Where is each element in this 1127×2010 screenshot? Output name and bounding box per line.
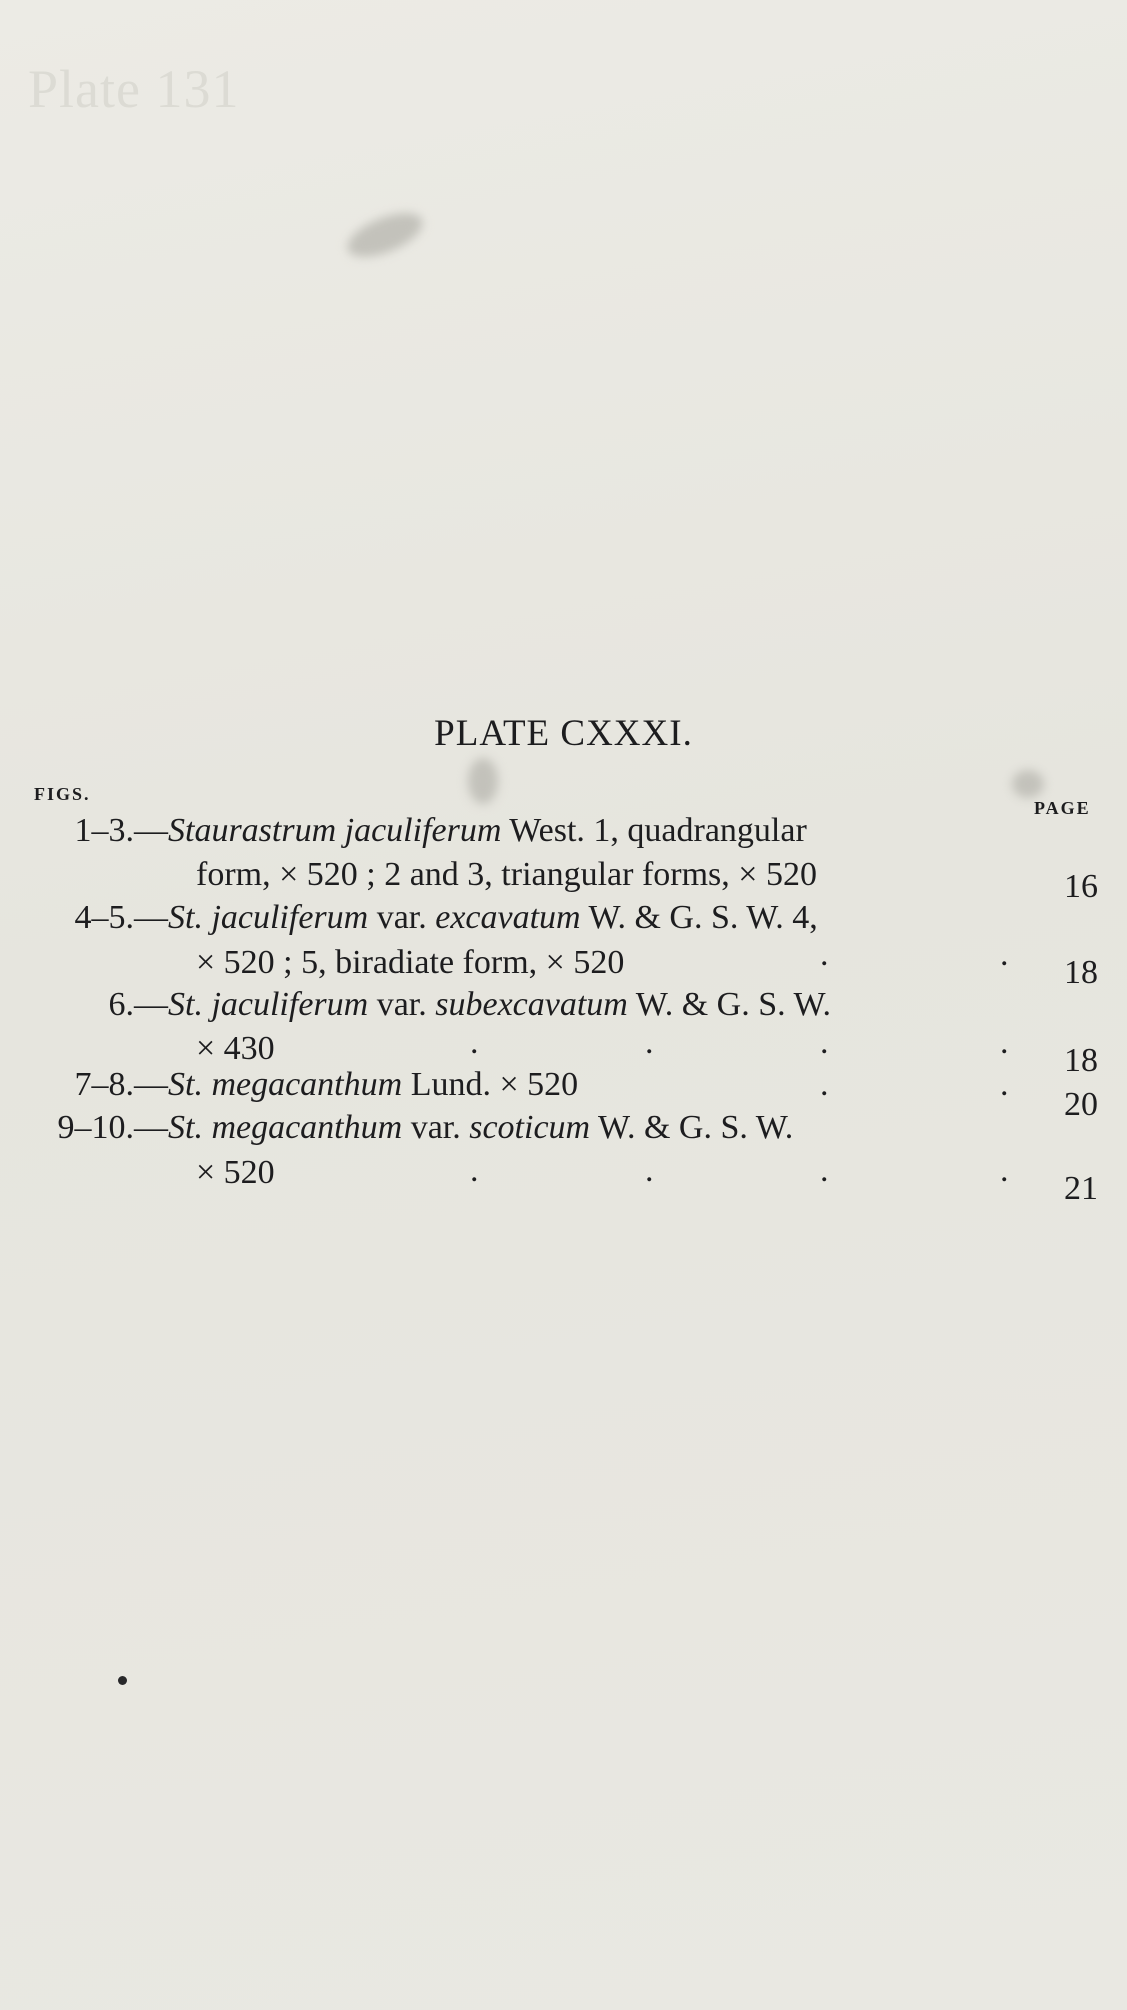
taxon-name: subexcavatum [435, 986, 628, 1023]
leader-dot: . [470, 1152, 479, 1189]
leader-dot: . [1000, 1152, 1009, 1189]
page-number: 16 [1064, 868, 1098, 905]
taxon-name: excavatum [435, 899, 581, 936]
stain-mark [1012, 770, 1044, 798]
description-text: Lund. × 520 [402, 1066, 579, 1103]
leader-dot: . [645, 1152, 654, 1189]
leader-dot: . [645, 1024, 654, 1061]
figure-description-line [168, 1109, 793, 1147]
description-text: W. & G. S. W. [627, 986, 831, 1023]
ink-speck [118, 1676, 127, 1685]
figs-column-header: FIGS. [34, 784, 91, 804]
description-text: W. & G. S. W. 4, [580, 899, 818, 936]
page-number: 18 [1064, 1042, 1098, 1079]
figure-description-line [196, 1154, 275, 1192]
leader-dot: . [820, 1152, 829, 1189]
description-text: × 430 [196, 1030, 275, 1067]
plate-title: PLATE CXXXI. [434, 713, 693, 754]
description-text: var. [368, 899, 436, 936]
leader-dot: . [820, 1024, 829, 1061]
taxon-name: scoticum [469, 1109, 591, 1146]
leader-dot: . [1000, 936, 1009, 973]
page-number: 21 [1064, 1170, 1098, 1207]
taxon-name: St. jaculiferum [168, 986, 369, 1023]
page-column-header: PAGE [1034, 798, 1091, 818]
figure-description-line [196, 1030, 275, 1068]
description-text: W. & G. S. W. [590, 1109, 794, 1146]
figure-description-line [196, 856, 817, 894]
taxon-name: Staurastrum jaculiferum [168, 812, 502, 849]
taxon-name: St. jaculiferum [168, 899, 369, 936]
figure-number: 4–5.— [74, 899, 168, 936]
taxon-name: St. megacanthum [168, 1066, 403, 1103]
figure-description-line [168, 899, 818, 937]
figure-number: 1–3.— [74, 812, 168, 849]
figure-description-line [168, 812, 807, 850]
description-text: var. [402, 1109, 470, 1146]
leader-dot: . [470, 1024, 479, 1061]
leader-dot: . [820, 1066, 829, 1103]
description-text: var. [368, 986, 436, 1023]
description-text: West. 1, quadrangular [501, 812, 807, 849]
figure-number: 9–10.— [57, 1109, 168, 1146]
page-number: 20 [1064, 1086, 1098, 1123]
leader-dot: . [1000, 1066, 1009, 1103]
taxon-name: St. megacanthum [168, 1109, 403, 1146]
figure-number: 7–8.— [74, 1066, 168, 1103]
figure-description-line [196, 944, 624, 982]
page-number: 18 [1064, 954, 1098, 991]
stain-mark [342, 204, 429, 265]
figure-number: 6.— [108, 986, 168, 1023]
description-text: × 520 [196, 1154, 275, 1191]
figure-description-line [168, 1066, 578, 1104]
bleed-through-watermark: Plate 131 [28, 59, 240, 119]
leader-dot: . [820, 936, 829, 973]
description-text: form, × 520 ; 2 and 3, triangular forms, × 520 [196, 856, 817, 893]
leader-dot: . [1000, 1024, 1009, 1061]
stain-mark [468, 758, 498, 804]
description-text: × 520 ; 5, biradiate form, × 520 [196, 944, 625, 981]
figure-description-line [168, 986, 831, 1024]
